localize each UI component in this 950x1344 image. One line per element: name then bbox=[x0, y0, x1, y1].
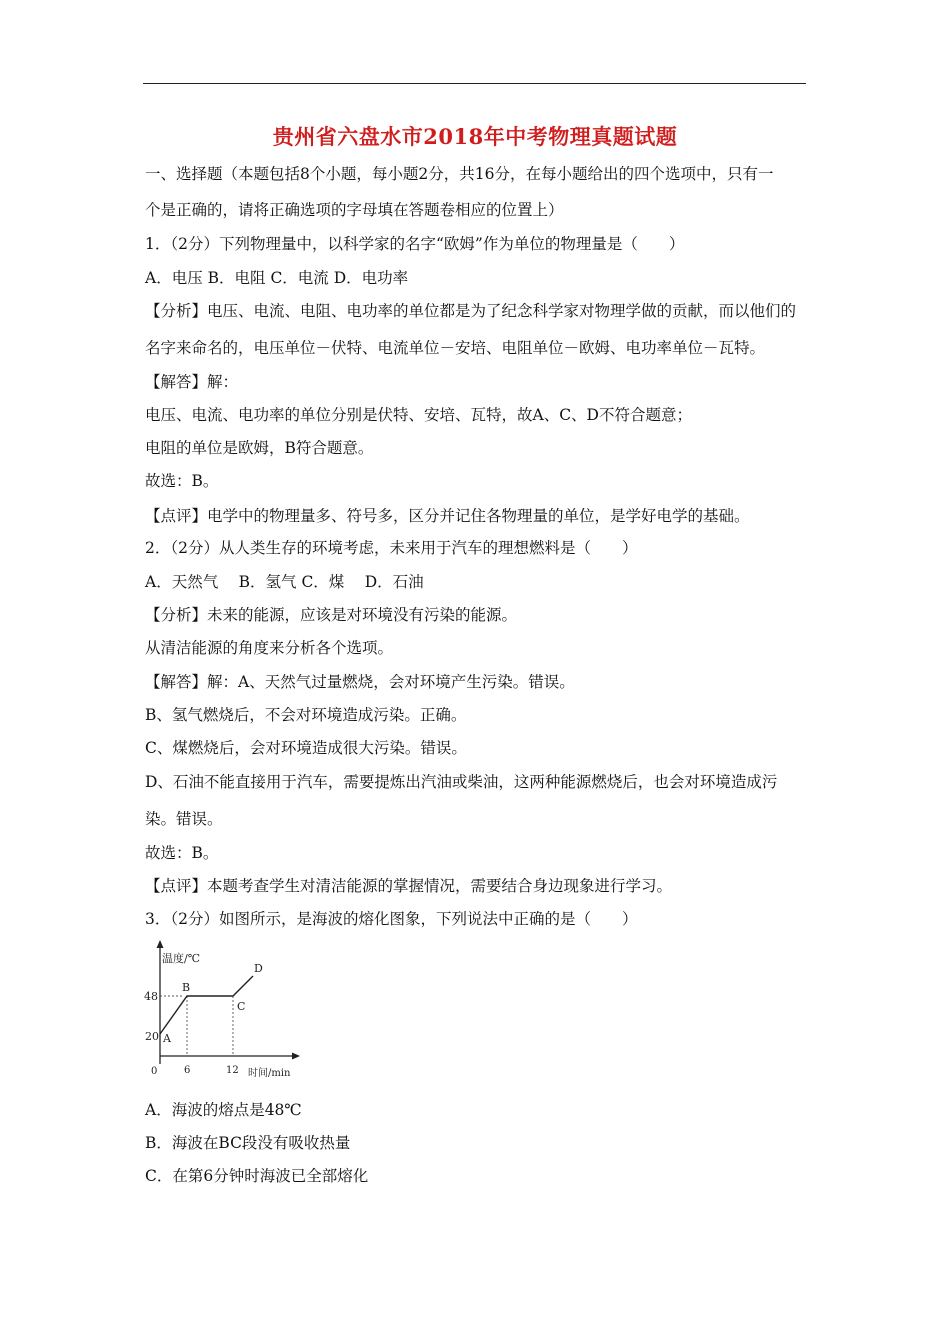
question-1-options: A．电压 B．电阻 C．电流 D．电功率 bbox=[145, 269, 409, 287]
analysis: 【分析】电压、电流、电阻、电功率的单位都是为了纪念科学家对物理学做的贡献，而以他们的 bbox=[145, 302, 797, 320]
question-3-option-c: C．在第6分钟时海波已全部熔化 bbox=[145, 1167, 369, 1185]
melting-graph bbox=[140, 938, 310, 1080]
text-line: 名字来命名的，电压单位－伏特、电流单位－安培、电阻单位－欧姆、电功率单位－瓦特。 bbox=[145, 339, 766, 357]
question-1: 1．（2分）下列物理量中，以科学家的名字“欧姆”作为单位的物理量是（ ） bbox=[145, 235, 685, 253]
text-line: 个是正确的，请将正确选项的字母填在答题卷相应的位置上） bbox=[145, 201, 564, 219]
y-axis-label: 温度/℃ bbox=[162, 952, 201, 965]
text-line: 故选：B。 bbox=[145, 472, 219, 490]
y-tick-20: 20 bbox=[145, 1030, 159, 1043]
text-line: C、煤燃烧后，会对环境造成很大污染。错误。 bbox=[145, 739, 467, 757]
x-axis-arrow bbox=[292, 1053, 300, 1060]
x-tick-6: 6 bbox=[184, 1065, 191, 1076]
analysis: 【分析】未来的能源，应该是对环境没有污染的能源。 bbox=[145, 606, 518, 624]
question-2: 2．（2分）从人类生存的环境考虑，未来用于汽车的理想燃料是（ ） bbox=[145, 539, 638, 557]
x-axis-label: 时间/min bbox=[248, 1068, 291, 1079]
text-line: 从清洁能源的角度来分析各个选项。 bbox=[145, 639, 394, 657]
text-line: 故选：B。 bbox=[145, 844, 219, 862]
answer: 【解答】解： bbox=[145, 373, 239, 391]
point-b-label: B bbox=[182, 981, 191, 994]
x-tick-12: 12 bbox=[226, 1065, 239, 1076]
header-rule bbox=[143, 83, 806, 84]
question-3: 3．（2分）如图所示，是海波的熔化图象，下列说法中正确的是（ ） bbox=[145, 910, 638, 928]
text-line: 一、选择题（本题包括8个小题，每小题2分，共16分，在每小题给出的四个选项中，只有一 bbox=[145, 165, 774, 183]
comment: 【点评】本题考查学生对清洁能源的掌握情况，需要结合身边现象进行学习。 bbox=[145, 877, 673, 895]
question-3-option-b: B．海波在BC段没有吸收热量 bbox=[145, 1134, 351, 1152]
question-2-options: A．天然气 B．氢气 C．煤 D．石油 bbox=[145, 573, 424, 591]
origin-label: 0 bbox=[151, 1066, 158, 1077]
text-line: D、石油不能直接用于汽车，需要提炼出汽油或柴油，这两种能源燃烧后，也会对环境造成污 bbox=[145, 773, 778, 791]
y-tick-48: 48 bbox=[144, 990, 158, 1003]
y-axis-arrow bbox=[157, 940, 164, 948]
text-line: 电压、电流、电功率的单位分别是伏特、安培、瓦特，故A、C、D不符合题意； bbox=[145, 406, 692, 424]
point-a-label: A bbox=[163, 1032, 171, 1045]
point-d-label: D bbox=[254, 962, 263, 975]
text-line: 染。错误。 bbox=[145, 810, 223, 828]
answer: 【解答】解：A、天然气过量燃烧，会对环境产生污染。错误。 bbox=[145, 673, 575, 691]
comment: 【点评】电学中的物理量多、符号多，区分并记住各物理量的单位，是学好电学的基础。 bbox=[145, 507, 750, 525]
point-c-label: C bbox=[237, 1000, 246, 1013]
page-title: 贵州省六盘水市2018年中考物理真题试题 bbox=[272, 124, 678, 149]
text-line: 电阻的单位是欧姆，B符合题意。 bbox=[145, 439, 374, 457]
text-line: B、氢气燃烧后，不会对环境造成污染。正确。 bbox=[145, 706, 467, 724]
question-3-option-a: A．海波的熔点是48℃ bbox=[145, 1101, 302, 1119]
